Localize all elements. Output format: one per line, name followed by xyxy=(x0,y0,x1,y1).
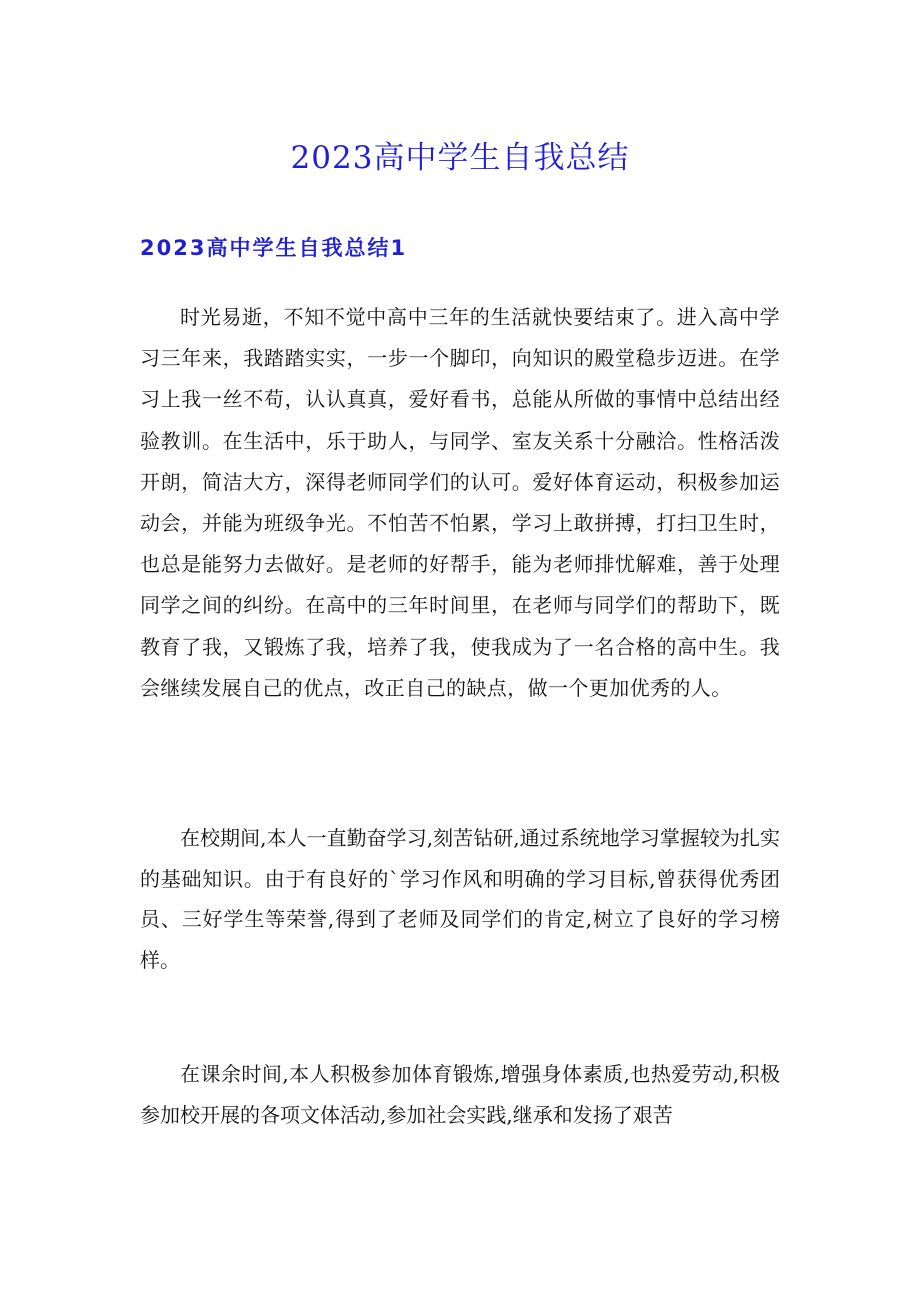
body-paragraph-2: 在校期间,本人一直勤奋学习,刻苦钻研,通过系统地学习掌握较为扎实的基础知识。由于有良好的`学习作风和明确的学习目标,曾获得优秀团员、三好学生等荣誉,得到了老师及同学们的肯定,树立了良好的学习榜样。 xyxy=(140,826,780,972)
document-title: 2023高中学生自我总结 xyxy=(290,140,630,176)
section-heading: 2023高中学生自我总结1 xyxy=(140,236,408,260)
body-paragraph-1: 时光易逝，不知不觉中高中三年的生活就快要结束了。进入高中学习三年来，我踏踏实实，一步一个脚印，向知识的殿堂稳步迈进。在学习上我一丝不苟，认认真真，爱好看书，总能从所做的事情中总结出经验教训。在生活中，乐于助人，与同学、室友关系十分融洽。性格活泼开朗，简洁大方，深得老师同学们的认可。爱好体育运动，积极参加运动会，并能为班级争光。不怕苦不怕累，学习上敢拼搏，打扫卫生时，也总是能努力去做好。是老师的好帮手，能为老师排忧解难，善于处理同学之间的纠纷。在高中的三年时间里，在老师与同学们的帮助下，既教育了我，又锻炼了我，培养了我，使我成为了一名合格的高中生。我会继续发展自己的优点，改正自己的缺点，做一个更加优秀的人。 xyxy=(140,305,780,700)
body-paragraph-3: 在课余时间,本人积极参加体育锻炼,增强身体素质,也热爱劳动,积极参加校开展的各项文体活动,参加社会实践,继承和发扬了艰苦 xyxy=(140,1062,780,1127)
